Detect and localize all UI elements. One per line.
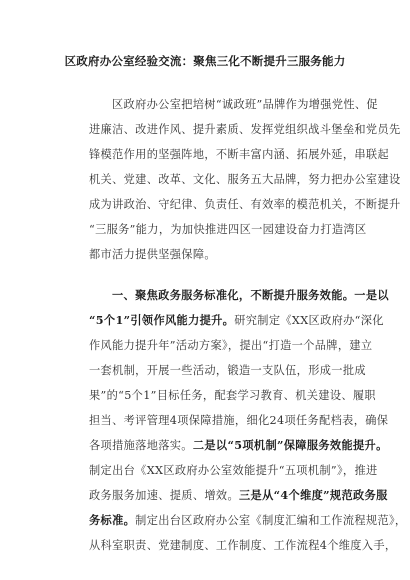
bold-point: “5个1”引领作风能力提升。	[89, 313, 235, 327]
paragraph-line: 担当、考评管理4项保障措施，细化24项任务配档表，确保	[89, 414, 389, 427]
document-title: 区政府办公室经验交流：聚焦三化不断提升三服务能力	[64, 54, 346, 68]
bold-point: 务标准。	[89, 513, 136, 527]
paragraph-line	[89, 487, 388, 503]
section-heading-line	[112, 287, 389, 303]
paragraph-line: 制定出台《XX区政府办公室效能提升“五项机制”》，推进	[89, 464, 378, 477]
paragraph-line: 锋模范作用的坚强阵地，不断丰富内涵、拓展外延，串联起	[89, 148, 389, 161]
section-heading: 一、聚焦政务服务标准化，不断提升服务效能。一是以	[112, 288, 389, 302]
paragraph-line: 区政府办公室把培树“诚政班”品牌作为增强党性、促	[112, 98, 378, 111]
paragraph-line: 果”的“5个1”目标任务，配套学习教育、机关建设、履职	[89, 389, 376, 402]
paragraph-line: 都市活力提供坚强保障。	[89, 248, 216, 261]
paragraph-line: 从科室职责、党建制度、工作制度、工作流程4个维度入手，	[89, 539, 397, 552]
paragraph-line: 作风能力提升年”活动方案》，提出“打造一个品牌，建立	[89, 339, 373, 352]
body-text: 研究制定《XX区政府办“深化	[234, 314, 384, 327]
paragraph-line: 一套机制，开展一些活动，锻造一支队伍，形成一批成	[89, 364, 366, 377]
paragraph-line: 成为讲政治、守纪律、负责任、有效率的模范机关，不断提升	[89, 198, 401, 211]
paragraph-line: “三服务”能力，为加快推进四区一园建设奋力打造湾区	[89, 223, 367, 236]
bold-point: 二是以“5项机制”保障服务效能提升。	[192, 438, 388, 452]
paragraph-line	[89, 437, 388, 453]
paragraph-line: 进廉洁、改进作风、提升素质、发挥党组织战斗堡垒和党员先	[89, 123, 401, 136]
paragraph-line	[89, 312, 384, 328]
body-text: 政务服务加速、提质、增效。	[89, 489, 239, 502]
body-text: 各项措施落地落实。	[89, 439, 193, 452]
body-text: 制定出台区政府办公室《制度汇编和工作流程规范》，	[135, 514, 407, 527]
bold-point: 三是从“4个维度”规范政务服	[239, 488, 388, 502]
paragraph-line: 机关、党建、改革、文化、服务五大品牌，努力把办公室建设	[89, 173, 401, 186]
paragraph-line	[89, 512, 406, 528]
